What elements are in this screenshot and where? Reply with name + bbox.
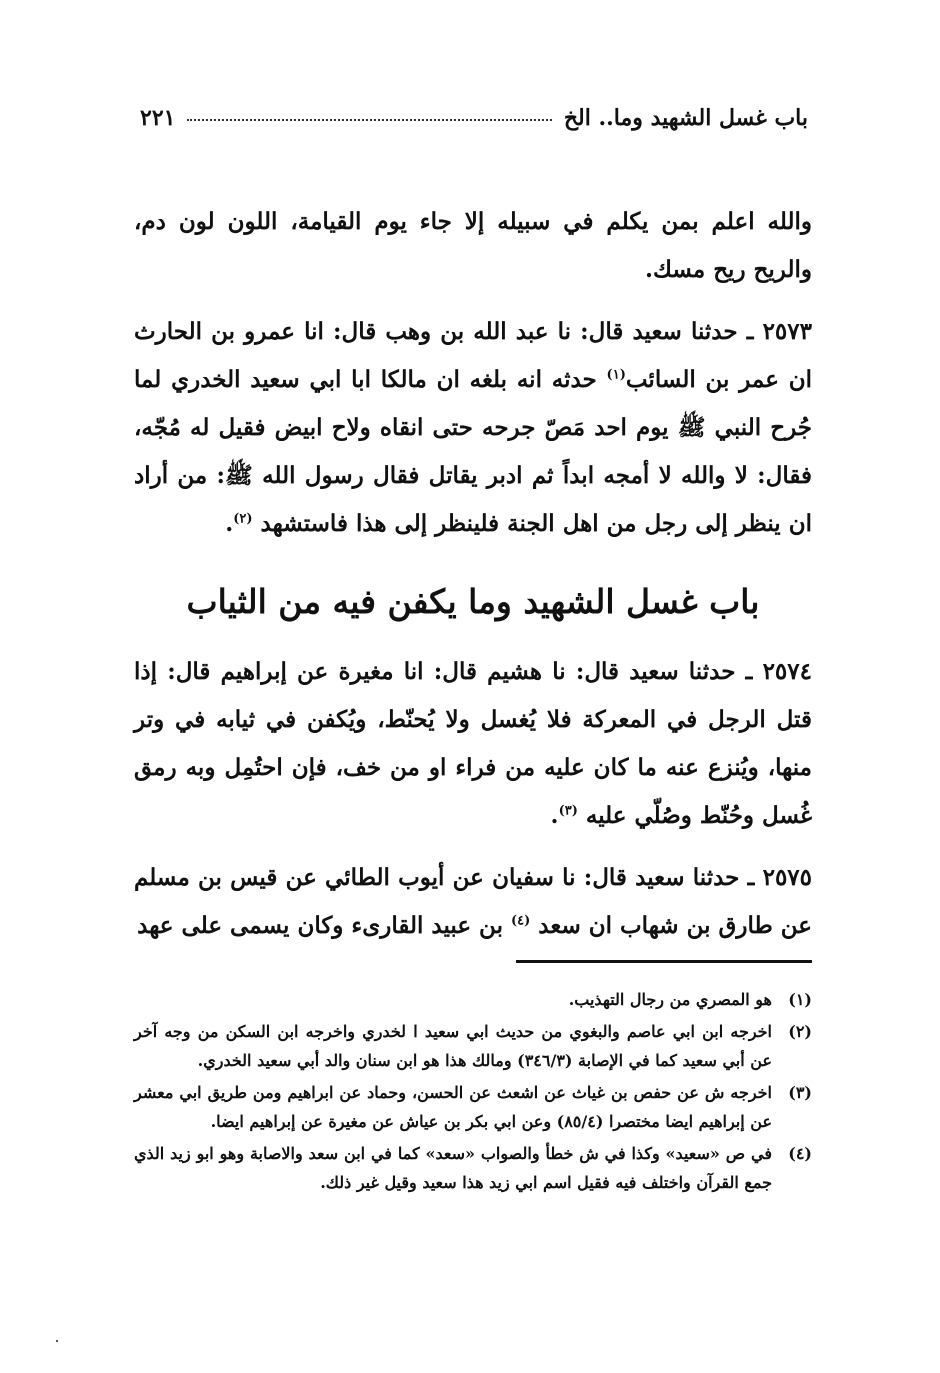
- hadith-number: ٢٥٧٤: [762, 658, 812, 685]
- hadith-2573: [134, 308, 812, 548]
- hadith-text: بن عبيد القارىء وكان يسمى على عهد: [137, 912, 503, 939]
- hadith-text: ـ حدثنا سعيد قال: نا سفيان عن أيوب الطائي عن قيس بن مسلم عن طارق بن شهاب ان سعد: [134, 864, 812, 939]
- hadith-2575: [134, 854, 812, 950]
- footnote: [134, 1139, 812, 1197]
- hadith-text-end: .: [225, 510, 234, 537]
- footnote-text: في ص «سعيد» وكذا في ش خطأ والصواب «سعد» كما في ابن سعد والاصابة وهو ابو زيد الذي جمع القرآن واختلف فيه فقيل اسم ابي زيد هذا سعيد وقيل غير ذلك.: [134, 1144, 773, 1192]
- footnote: [134, 1078, 812, 1136]
- footnote-number: (٣): [788, 1083, 812, 1102]
- footnote-number: (٤): [788, 1144, 812, 1163]
- hadith-2574: [134, 648, 812, 840]
- footnote-number: (١): [788, 990, 812, 1009]
- header-leader-dots: [187, 119, 551, 121]
- running-title: باب غسل الشهيد وما.. الخ: [563, 105, 808, 131]
- main-text: [134, 198, 812, 950]
- footnote-text: اخرجه ش عن حفص بن غياث عن اشعث عن الحسن، وحماد عن ابراهيم ومن طريق ابي معشر عن إبراهيم ايضا مختصرا (٨٥/٤) وعن ابي بكر بن عياش عن مغيرة عن إبراهيم ايضا.: [134, 1083, 772, 1131]
- chapter-title: باب غسل الشهيد وما يكفن فيه من الثياب: [186, 582, 760, 621]
- hadith-number: ٢٥٧٣: [762, 318, 812, 345]
- hadith-number: ٢٥٧٥: [762, 864, 813, 891]
- footnote-ref[interactable]: (٤): [510, 913, 531, 929]
- footnote-text: هو المصري من رجال التهذيب.: [568, 990, 772, 1009]
- hadith-text: ـ حدثنا سعيد قال: نا هشيم قال: انا مغيرة عن إبراهيم قال: إذا قتل الرجل في المعركة فلا يُغسل ولا يُحنّط، ويُكفن في ثيابه في وتر منها، ويُنزع عنه ما كان عليه من فراء او من خف، فإن احتُمِل وبه رمق غُسل وحُنّط وصُلّي عليه: [134, 658, 812, 829]
- hadith-text: حدثه انه بلغه ان مالكا ابا ابي سعيد الخدري لما جُرح النبي ﷺ يوم احد مَصّ جرحه حتى انقاه ولاح ابيض فقيل له مُجّه، فقال: لا والله لا أمجه ابداً ثم ادبر يقاتل فقال رسول الله ﷺ: من أراد ان ينظر إلى رجل من اهل الجنة فلينظر إلى هذا فاستشهد: [134, 366, 812, 537]
- footnote-ref[interactable]: (٣): [558, 803, 578, 819]
- paragraph-text: والله اعلم بمن يكلم في سبيله إلا جاء يوم القيامة، اللون لون دم، والريح ريح مسك.: [134, 208, 812, 283]
- footnote: [134, 985, 812, 1014]
- footnote-ref[interactable]: (١): [606, 367, 626, 383]
- hadith-text-end: .: [550, 802, 559, 829]
- hadith-text: ـ حدثنا سعيد قال: نا عبد الله بن وهب قال: انا عمرو بن الحارث ان عمر بن السائب: [134, 318, 812, 393]
- footnotes: [134, 985, 812, 1200]
- paragraph-continuation: [134, 198, 812, 294]
- footnote: [134, 1017, 812, 1075]
- print-speck: [56, 1340, 58, 1342]
- footnote-text: اخرجه ابن ابي عاصم والبغوي من حديث ابي سعيد ا لخدري واخرجه ابن السكن من وجه آخر عن أبي سعيد كما في الإصابة (٣٤٦/٣) ومالك هذا هو ابن سنان والد أبي سعيد الخدري.: [134, 1022, 772, 1070]
- running-header: [140, 100, 808, 136]
- page-number: ٢٢١: [140, 105, 176, 131]
- footnote-ref[interactable]: (٢): [233, 511, 253, 527]
- footnote-number: (٢): [788, 1022, 812, 1041]
- footnote-divider: [516, 960, 812, 963]
